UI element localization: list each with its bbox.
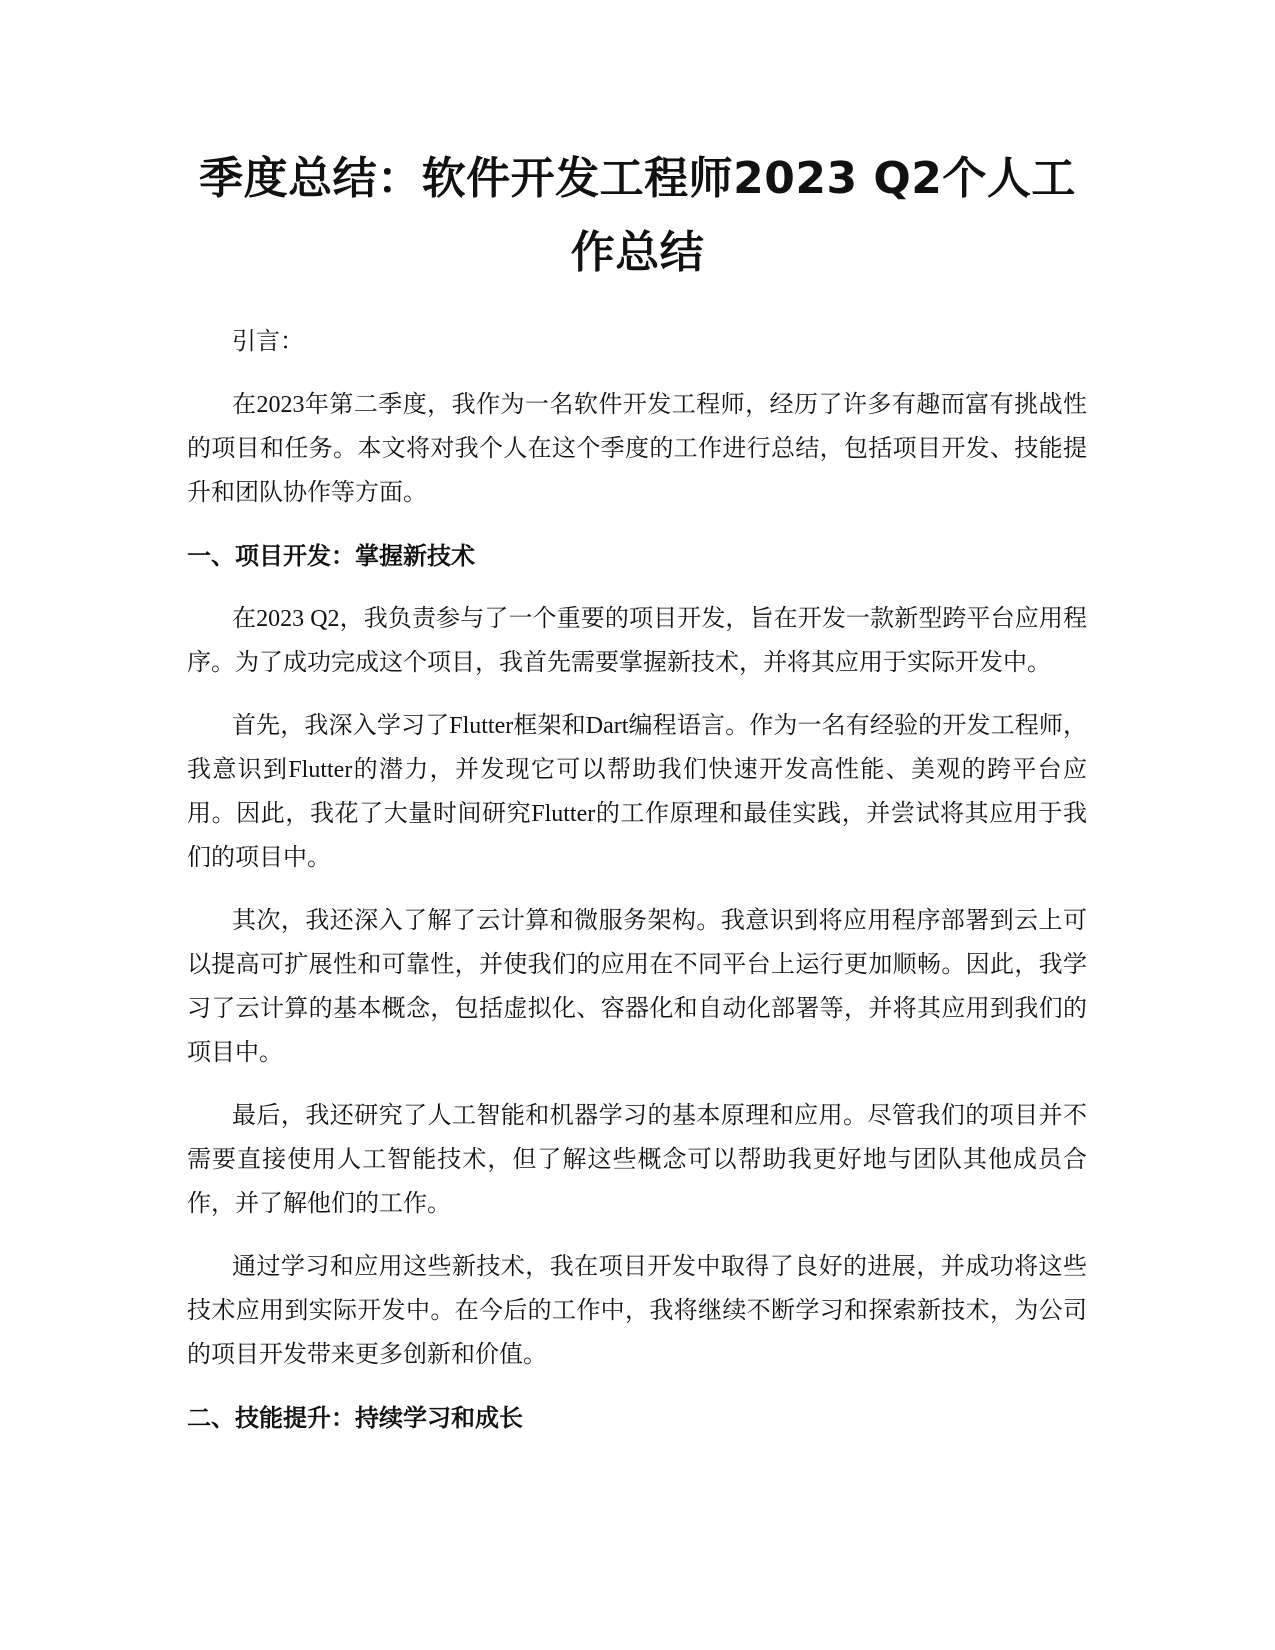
section1-paragraph: 最后，我还研究了人工智能和机器学习的基本原理和应用。尽管我们的项目并不需要直接使用人工智能技术，但了解这些概念可以帮助我更好地与团队其他成员合作，并了解他们的工作。 <box>187 1103 1087 1217</box>
section-heading-skill-improvement: 二、技能提升：持续学习和成长 <box>187 1404 523 1432</box>
section1-paragraph: 在2023 Q2，我负责参与了一个重要的项目开发，旨在开发一款新型跨平台应用程序。为了成功完成这个项目，我首先需要掌握新技术，并将其应用于实际开发中。 <box>187 606 1087 676</box>
section-heading-project-development: 一、项目开发：掌握新技术 <box>187 542 475 570</box>
document-body <box>187 320 1087 1459</box>
section1-paragraph: 通过学习和应用这些新技术，我在项目开发中取得了良好的进展，并成功将这些技术应用到实际开发中。在今后的工作中，我将继续不断学习和探索新技术，为公司的项目开发带来更多创新和价值。 <box>187 1254 1087 1368</box>
intro-paragraph: 在2023年第二季度，我作为一名软件开发工程师，经历了许多有趣而富有挑战性的项目和任务。本文将对我个人在这个季度的工作进行总结，包括项目开发、技能提升和团队协作等方面。 <box>187 392 1087 506</box>
section1-paragraph: 首先，我深入学习了Flutter框架和Dart编程语言。作为一名有经验的开发工程师，我意识到Flutter的潜力，并发现它可以帮助我们快速开发高性能、美观的跨平台应用。因此，我花了大量时间研究Flutter的工作原理和最佳实践，并尝试将其应用于我们的项目中。 <box>187 713 1087 871</box>
section1-paragraph: 其次，我还深入了解了云计算和微服务架构。我意识到将应用程序部署到云上可以提高可扩展性和可靠性，并使我们的应用在不同平台上运行更加顺畅。因此，我学习了云计算的基本概念，包括虚拟化、容器化和自动化部署等，并将其应用到我们的项目中。 <box>187 908 1087 1066</box>
intro-label: 引言： <box>232 329 304 355</box>
document-title: 季度总结：软件开发工程师2023 Q2个人工作总结 <box>199 153 1076 278</box>
